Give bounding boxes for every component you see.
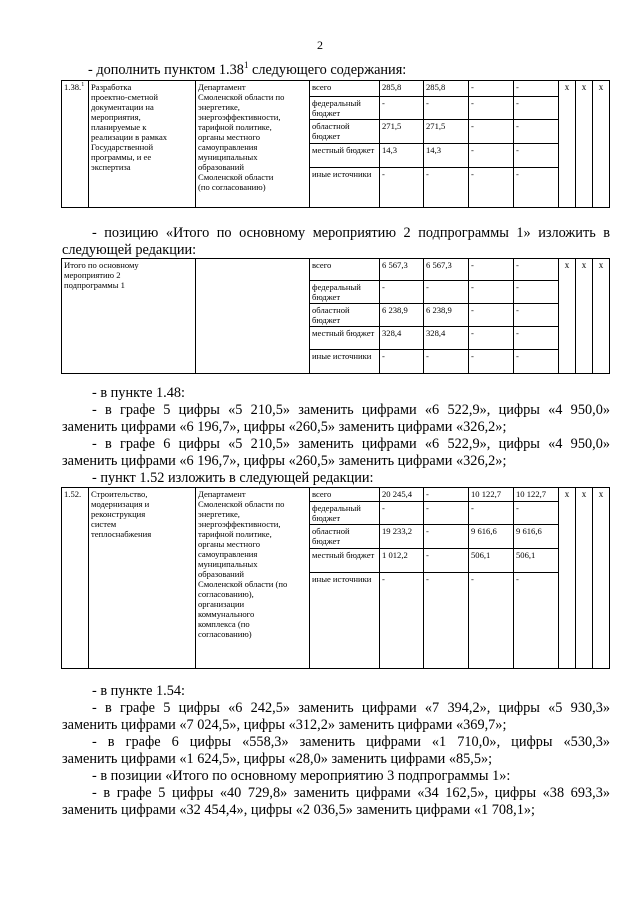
total-3-col5-line1: - в графе 5 цифры «40 729,8» заменить цифрами «34 162,5», цифры «38 693,3» (92, 785, 610, 801)
table-cell: - (514, 259, 559, 281)
table-cell: 285,8 (380, 81, 424, 97)
table-cell: 14,3 (380, 144, 424, 168)
funding-source: иные источники (310, 573, 380, 669)
table-cell: - (514, 81, 559, 97)
total-name: Итого по основному мероприятию 2 подпрограммы 1 (62, 259, 196, 374)
total-3-col5-line2: заменить цифрами «32 454,4», цифры «2 036,5» заменить цифрами «1 708,1»; (62, 802, 536, 818)
table-cell: - (380, 281, 424, 304)
funding-source: федеральный бюджет (310, 281, 380, 304)
table-cell: - (469, 120, 514, 144)
add-item-text: - дополнить пунктом 1.38 (88, 62, 244, 78)
table-cell: - (514, 502, 559, 525)
x-cell: x (559, 81, 576, 208)
item-1-48-col6-line1: - в графе 6 цифры «5 210,5» заменить цифрами «6 522,9», цифры «4 950,0» (92, 436, 610, 452)
table-cell: 328,4 (380, 327, 424, 350)
table-cell: - (424, 549, 469, 573)
funding-source: федеральный бюджет (310, 97, 380, 120)
table-cell: - (514, 120, 559, 144)
table-cell: - (424, 573, 469, 669)
table-cell: - (514, 144, 559, 168)
table-cell: 6 567,3 (424, 259, 469, 281)
table-cell: - (514, 97, 559, 120)
table-cell: 271,5 (424, 120, 469, 144)
total-item-paragraph-line2: следующей редакции: (62, 242, 197, 258)
table-cell: - (469, 97, 514, 120)
table-cell: - (424, 97, 469, 120)
table-cell: - (380, 168, 424, 208)
item-executor: Департамент Смоленской области по энергетике, энергоэффективности, тарифной политике, органы местного самоуправления муниципальных образований Смоленской области (по согласованию), организации коммунального комплекса (по согласованию) (196, 488, 310, 669)
item-name: Разработка проектно-сметной документации на мероприятия, планируемые к реализации в рамках Государственной программы, и ее экспертиза (89, 81, 196, 208)
funding-source: областной бюджет (310, 304, 380, 327)
item-1-54-col5-line2: заменить цифрами «7 024,5», цифры «312,2» заменить цифрами «369,7»; (62, 717, 507, 733)
table-cell: - (469, 259, 514, 281)
funding-source: местный бюджет (310, 549, 380, 573)
x-cell: x (593, 81, 610, 208)
table-cell: - (514, 304, 559, 327)
table-cell: - (424, 168, 469, 208)
table-cell: - (469, 81, 514, 97)
table-cell: - (380, 502, 424, 525)
table-cell: 10 122,7 (469, 488, 514, 502)
table-cell: - (469, 281, 514, 304)
empty-executor-cell (196, 259, 310, 374)
item-number: 1.38.$^1$ (62, 81, 89, 208)
table-cell: 10 122,7 (514, 488, 559, 502)
table-cell: 506,1 (514, 549, 559, 573)
table-cell: 6 238,9 (424, 304, 469, 327)
funding-source: всего (310, 259, 380, 281)
table-cell: - (469, 502, 514, 525)
table-cell: 20 245,4 (380, 488, 424, 502)
table-total-item-2 (61, 258, 610, 374)
table-cell: 506,1 (469, 549, 514, 573)
item-number: 1.52. (62, 488, 89, 669)
table-cell: 9 616,6 (514, 525, 559, 549)
total-3-heading: - в позиции «Итого по основному мероприятию 3 подпрограммы 1»: (92, 768, 511, 784)
table-cell: - (514, 573, 559, 669)
table-cell: - (514, 168, 559, 208)
item-1-48-heading: - в пункте 1.48: (92, 385, 186, 401)
table-cell: 6 238,9 (380, 304, 424, 327)
funding-source: местный бюджет (310, 144, 380, 168)
table-cell: 1 012,2 (380, 549, 424, 573)
item-1-54-heading: - в пункте 1.54: (92, 683, 186, 699)
table-cell: - (469, 573, 514, 669)
table-cell: - (424, 502, 469, 525)
table-cell: - (424, 350, 469, 374)
table-cell: - (469, 144, 514, 168)
item-1-48-col5-line2: заменить цифрами «6 196,7», цифры «260,5» заменить цифрами «326,2»; (62, 419, 507, 435)
x-cell: x (559, 488, 576, 669)
table-cell: - (380, 97, 424, 120)
funding-source: областной бюджет (310, 525, 380, 549)
table-cell: 14,3 (424, 144, 469, 168)
table-cell: 328,4 (424, 327, 469, 350)
add-item-paragraph (88, 62, 636, 79)
table-item-1-52 (61, 487, 610, 669)
funding-source: иные источники (310, 168, 380, 208)
total-item-paragraph-line1: - позицию «Итого по основному мероприятию 2 подпрограммы 1» изложить в (92, 225, 610, 241)
x-cell: x (593, 259, 610, 374)
item-1-54-col6-line2: заменить цифрами «1 624,5», цифры «28,0» заменить цифрами «85,5»; (62, 751, 493, 767)
table-cell: 285,8 (424, 81, 469, 97)
table-cell: - (514, 327, 559, 350)
table-cell: - (469, 350, 514, 374)
table-cell: 6 567,3 (380, 259, 424, 281)
funding-source: областной бюджет (310, 120, 380, 144)
table-cell: 271,5 (380, 120, 424, 144)
funding-source: всего (310, 81, 380, 97)
item-1-48-col5-line1: - в графе 5 цифры «5 210,5» заменить цифрами «6 522,9», цифры «4 950,0» (92, 402, 610, 418)
item-executor: Департамент Смоленской области по энергетике, энергоэффективности, тарифной политике, органы местного самоуправления муниципальных образований Смоленской области (по согласованию) (196, 81, 310, 208)
table-cell: - (424, 281, 469, 304)
table-cell: 9 616,6 (469, 525, 514, 549)
funding-source: всего (310, 488, 380, 502)
table-item-1-38 (61, 80, 610, 208)
table-cell: 19 233,2 (380, 525, 424, 549)
add-item-text-end: следующего содержания: (248, 62, 407, 78)
funding-source: местный бюджет (310, 327, 380, 350)
item-1-52-heading: - пункт 1.52 изложить в следующей редакции: (92, 470, 374, 486)
funding-source: федеральный бюджет (310, 502, 380, 525)
x-cell: x (576, 488, 593, 669)
item-1-54-col6-line1: - в графе 6 цифры «558,3» заменить цифрами «1 710,0», цифры «530,3» (92, 734, 610, 750)
item-name: Строительство, модернизация и реконструкция систем теплоснабжения (89, 488, 196, 669)
page-number: 2 (317, 38, 323, 52)
item-1-48-col6-line2: заменить цифрами «6 196,7», цифры «260,5» заменить цифрами «326,2»; (62, 453, 507, 469)
table-cell: - (380, 350, 424, 374)
table-cell: - (514, 281, 559, 304)
table-cell: - (380, 573, 424, 669)
table-cell: - (424, 525, 469, 549)
x-cell: x (593, 488, 610, 669)
x-cell: x (576, 259, 593, 374)
table-cell: - (469, 327, 514, 350)
table-cell: - (469, 304, 514, 327)
table-cell: - (514, 350, 559, 374)
x-cell: x (576, 81, 593, 208)
x-cell: x (559, 259, 576, 374)
table-cell: - (424, 488, 469, 502)
superscript: 1 (243, 60, 249, 71)
item-1-54-col5-line1: - в графе 5 цифры «6 242,5» заменить цифрами «7 394,2», цифры «5 930,3» (92, 700, 610, 716)
funding-source: иные источники (310, 350, 380, 374)
table-cell: - (469, 168, 514, 208)
